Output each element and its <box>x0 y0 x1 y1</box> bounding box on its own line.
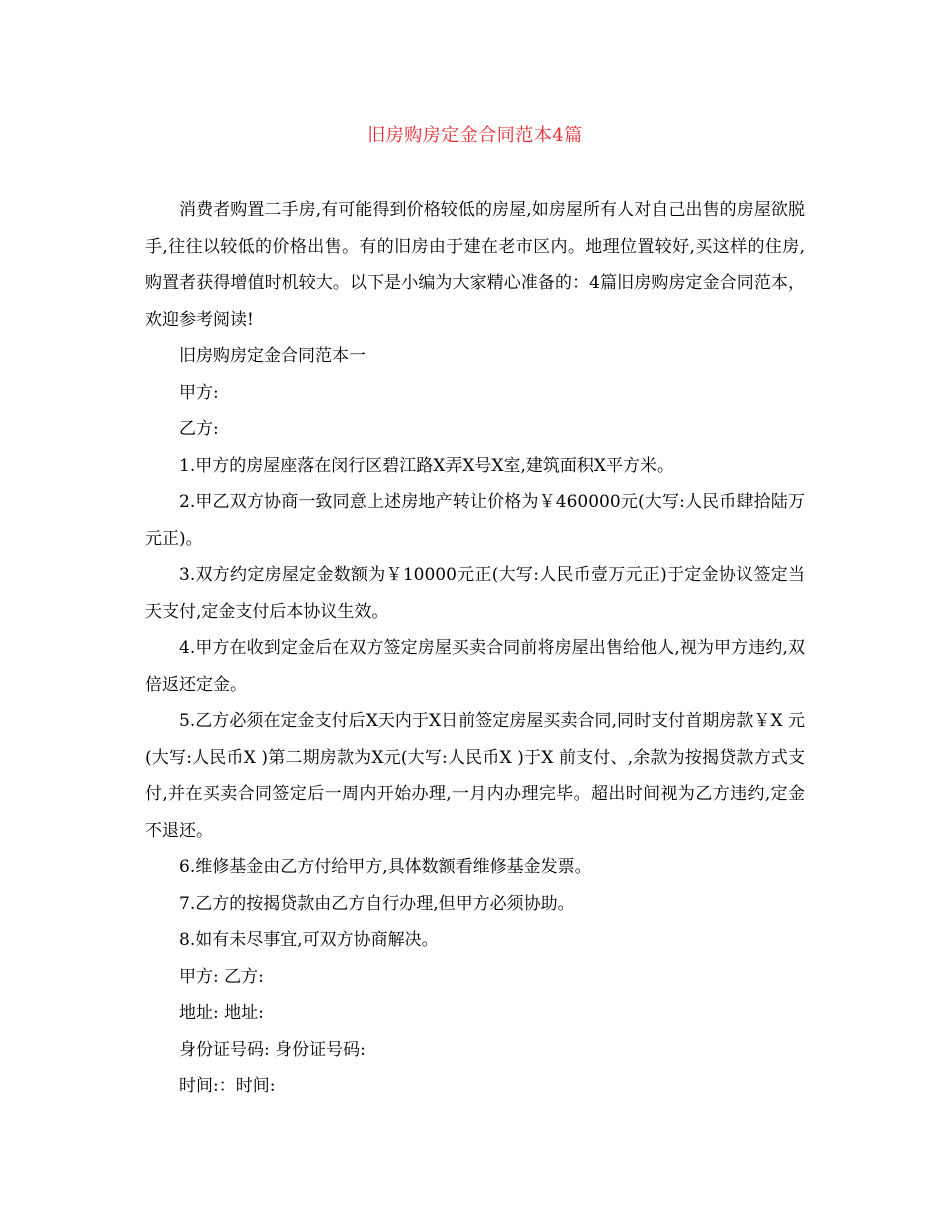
clause-8: 8.如有未尽事宜,可双方协商解决。 <box>179 930 439 950</box>
clause-1: 1.甲方的房屋座落在闵行区碧江路X弄X号X室,建筑面积X平方米。 <box>179 455 675 476</box>
document-title: 旧房购房定金合同范本4篇 <box>367 125 583 146</box>
clause-7: 7.乙方的按揭贷款由乙方自行办理,但甲方必须协助。 <box>179 893 575 914</box>
clause-3: 3.双方约定房屋定金数额为￥10000元正(大写:人民币壹万元正)于定金协议签定当天支付,定金支付后本协议生效。 <box>145 565 805 622</box>
party-a-label: 甲方: <box>179 382 219 403</box>
signature-address: 地址: 地址: <box>179 1003 264 1023</box>
section-title: 旧房购房定金合同范本一 <box>179 346 366 366</box>
clause-6: 6.维修基金由乙方付给甲方,具体数额看维修基金发票。 <box>179 857 592 877</box>
signature-time: 时间:：时间: <box>179 1076 276 1096</box>
document-body <box>145 192 805 1105</box>
clause-4: 4.甲方在收到定金后在双方签定房屋买卖合同前将房屋出售给他人,视为甲方违约,双倍返还定金。 <box>145 638 805 695</box>
clause-5: 5.乙方必须在定金支付后X天内于X日前签定房屋买卖合同,同时支付首期房款￥X 元(大写:人民币X )第二期房款为X元(大写:人民币X )于X 前支付、,余款为按揭贷款方式支付,并在买卖合同签定后一周内开始办理,一月内办理完毕。超出时间视为乙方违约,定金不退还。 <box>145 711 805 841</box>
signature-id-number: 身份证号码: 身份证号码: <box>179 1039 366 1060</box>
intro-paragraph: 消费者购置二手房,有可能得到价格较低的房屋,如房屋所有人对自己出售的房屋欲脱手,往往以较低的价格出售。有的旧房由于建在老市区内。地理位置较好,买这样的住房,购置者获得增值时机较大。以下是小编为大家精心准备的：4篇旧房购房定金合同范本，欢迎参考阅读! <box>145 200 805 330</box>
clause-2: 2.甲乙双方协商一致同意上述房地产转让价格为￥460000元(大写:人民币肆拾陆万元正)。 <box>145 492 805 549</box>
signature-parties: 甲方: 乙方: <box>179 966 264 987</box>
party-b-label: 乙方: <box>179 419 219 439</box>
